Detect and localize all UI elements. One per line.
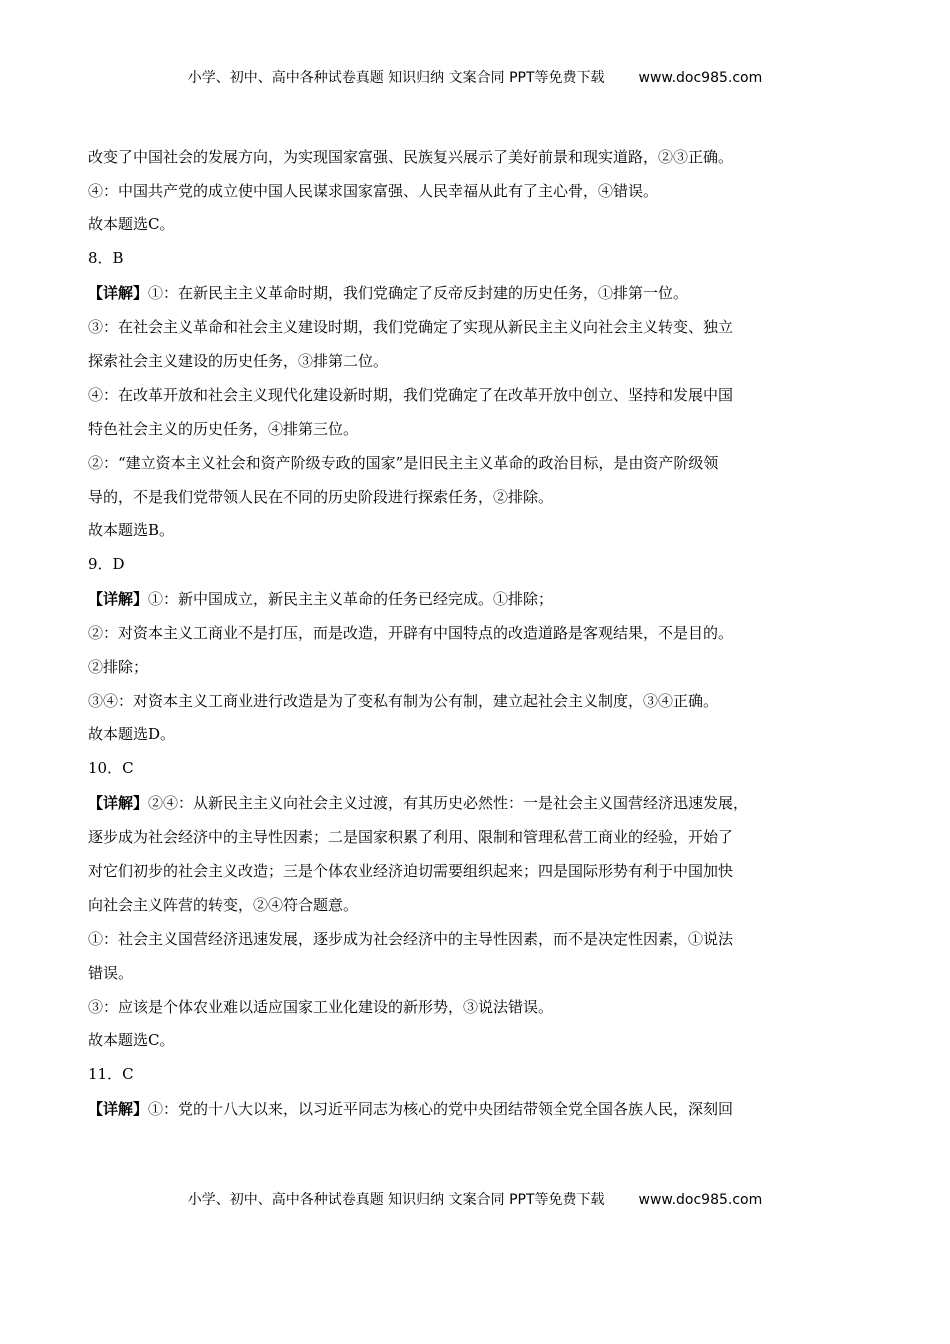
text-line: ①：社会主义国营经济迅速发展，逐步成为社会经济中的主导性因素，而不是决定性因素，①说法 xyxy=(88,930,734,948)
answer-number: 9．D xyxy=(88,555,125,573)
text-line: 【详解】①：新中国成立，新民主主义革命的任务已经完成。①排除； xyxy=(88,590,554,608)
text-line: ②排除； xyxy=(88,658,149,676)
footer-site: www.doc985.com xyxy=(638,1192,763,1208)
text-line: 导的，不是我们党带领人民在不同的历史阶段进行探索任务，②排除。 xyxy=(88,488,554,506)
answer-number: 8．B xyxy=(88,249,124,267)
text-line: ②：对资本主义工商业不是打压，而是改造，开辟有中国特点的改造道路是客观结果，不是目的。 xyxy=(88,624,734,642)
text-line: 改变了中国社会的发展方向，为实现国家富强、民族复兴展示了美好前景和现实道路，②③正确。 xyxy=(88,148,734,166)
text-line: 故本题选C。 xyxy=(88,1031,175,1049)
text-line: 故本题选C。 xyxy=(88,215,175,233)
footer-text: 小学、初中、高中各种试卷真题 知识归纳 文案合同 PPT等免费下载 xyxy=(187,1192,605,1208)
detail-label: 【详解】 xyxy=(88,284,149,302)
detail-label: 【详解】 xyxy=(88,590,149,608)
text-line: 对它们初步的社会主义改造；三是个体农业经济迫切需要组织起来；四是国际形势有利于中国加快 xyxy=(88,862,734,880)
text-line: 探索社会主义建设的历史任务，③排第二位。 xyxy=(88,352,389,370)
page-header xyxy=(0,68,950,88)
text-line: ②：“建立资本主义社会和资产阶级专政的国家”是旧民主主义革命的政治目标，是由资产阶级领 xyxy=(88,454,719,472)
text-line: 【详解】①：党的十八大以来，以习近平同志为核心的党中央团结带领全党全国各族人民，深刻回 xyxy=(88,1100,734,1118)
document-body xyxy=(88,140,820,1126)
detail-label: 【详解】 xyxy=(88,1100,149,1118)
text-line: 【详解】①：在新民主主义革命时期，我们党确定了反帝反封建的历史任务，①排第一位。 xyxy=(88,284,689,302)
text-line: ③：应该是个体农业难以适应国家工业化建设的新形势，③说法错误。 xyxy=(88,998,554,1016)
answer-number: 10．C xyxy=(88,759,134,777)
text-line: ④：在改革开放和社会主义现代化建设新时期，我们党确定了在改革开放中创立、坚持和发展中国 xyxy=(88,386,734,404)
page-footer xyxy=(0,1190,950,1210)
text-line: 特色社会主义的历史任务，④排第三位。 xyxy=(88,420,359,438)
header-site: www.doc985.com xyxy=(638,70,763,86)
answer-number: 11．C xyxy=(88,1065,134,1083)
text-line: ④：中国共产党的成立使中国人民谋求国家富强、人民幸福从此有了主心骨，④错误。 xyxy=(88,182,659,200)
text-line: 向社会主义阵营的转变，②④符合题意。 xyxy=(88,896,359,914)
text-line: ③④：对资本主义工商业进行改造是为了变私有制为公有制，建立起社会主义制度，③④正确。 xyxy=(88,692,719,710)
text-line: ③：在社会主义革命和社会主义建设时期，我们党确定了实现从新民主主义向社会主义转变、独立 xyxy=(88,318,734,336)
detail-label: 【详解】 xyxy=(88,794,149,812)
text-line: 错误。 xyxy=(88,964,134,982)
text-line: 逐步成为社会经济中的主导性因素；二是国家积累了利用、限制和管理私营工商业的经验，开始了 xyxy=(88,828,734,846)
text-line: 故本题选D。 xyxy=(88,725,176,743)
text-line: 故本题选B。 xyxy=(88,521,175,539)
header-text: 小学、初中、高中各种试卷真题 知识归纳 文案合同 PPT等免费下载 xyxy=(187,70,605,86)
text-line: 【详解】②④：从新民主主义向社会主义过渡，有其历史必然性：一是社会主义国营经济迅速发展， xyxy=(88,794,749,812)
